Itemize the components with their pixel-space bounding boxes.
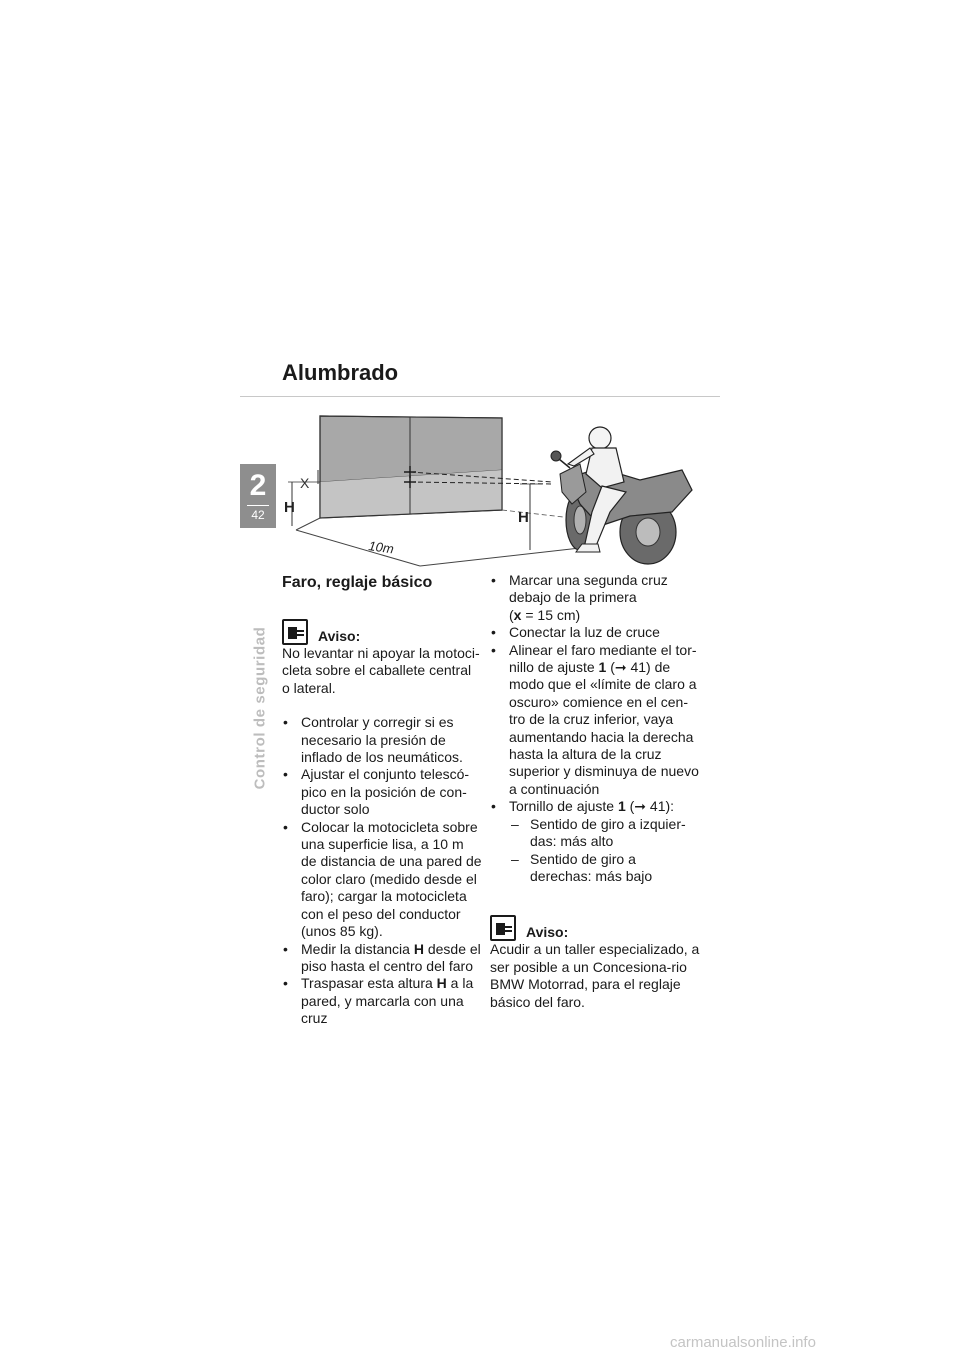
rear-wheel-hub — [636, 518, 660, 546]
list-item: • Alinear el faro mediante el tor-nillo de ajuste 1 (➞ 41) de modo que el «límite de claro a oscuro» comience en el cen-tro de la cruz inferior, vaya aumentando hacia la derecha hasta la altura de la cruz superior y disminuya de nuevo a continuación — [490, 642, 700, 799]
watermark: carmanualsonline.info — [670, 1334, 816, 1351]
list-item: • Marcar una segunda cruz debajo de la primera (x = 15 cm) — [490, 572, 700, 624]
procedure-list-continued — [490, 572, 700, 885]
sub-list-item: – Sentido de giro a izquier-das: más alto — [509, 816, 700, 851]
notice-title: Aviso: — [318, 628, 361, 644]
floor-dash — [502, 510, 572, 518]
subsection-heading: Faro, reglaje básico — [282, 574, 433, 591]
sub-list — [509, 816, 700, 886]
page-title: Alumbrado — [282, 360, 399, 385]
list-item: • Medir la distancia H desde el piso hasta el centro del faro — [282, 941, 482, 976]
rider-helmet — [589, 427, 611, 449]
distance-label: 10m — [367, 538, 395, 557]
list-item: • Tornillo de ajuste 1 (➞ 41): – Sentido de giro a izquier-das: más alto – Sentido de giro a derechas: más bajo — [490, 798, 700, 885]
label-h-left: H — [284, 499, 295, 516]
floor-line — [296, 530, 420, 566]
chapter-tab — [240, 464, 276, 528]
label-h-right: H — [518, 509, 529, 526]
chapter-divider — [247, 505, 269, 506]
front-wheel-hub — [574, 506, 586, 534]
notice-text: Acudir a un taller especializado, a ser posible a un Concesiona-rio BMW Motorrad, para el reglaje básico del faro. — [490, 941, 700, 1010]
notice-block — [282, 611, 482, 697]
floor-line-2 — [420, 548, 580, 566]
chapter-number: 2 — [249, 469, 267, 502]
side-label-text: Control de seguridad — [251, 626, 269, 790]
book-hand-icon — [490, 915, 516, 941]
side-label — [250, 626, 270, 790]
notice-block — [490, 907, 700, 1011]
list-item: • Controlar y corregir si es necesario la presión de inflado de los neumáticos. — [282, 714, 482, 766]
motorcycle-rider-illustration — [551, 427, 692, 564]
list-item: • Colocar la motocicleta sobre una superficie lisa, a 10 m de distancia de una pared de color claro (medido desde el faro); cargar la motocicleta con el peso del conductor (unos 85 kg). — [282, 819, 482, 941]
book-hand-icon — [282, 619, 308, 645]
list-item: • Ajustar el conjunto telescó-pico en la posición de con-ductor solo — [282, 766, 482, 818]
floor-line-3 — [296, 518, 320, 530]
list-item: • Traspasar esta altura H a la pared, y marcarla con una cruz — [282, 975, 482, 1027]
list-item: • Conectar la luz de cruce — [490, 624, 700, 641]
label-x: X — [300, 475, 310, 491]
notice-title: Aviso: — [526, 924, 569, 941]
sub-list-item: – Sentido de giro a derechas: más bajo — [509, 851, 700, 886]
procedure-list — [282, 714, 482, 1027]
left-column — [282, 570, 482, 1028]
right-column — [490, 572, 700, 1011]
headlight-alignment-figure — [280, 408, 720, 568]
title-divider — [240, 396, 720, 397]
notice-text: No levantar ni apoyar la motoci-cleta sobre el caballete central o lateral. — [282, 645, 480, 696]
page-number: 42 — [251, 508, 265, 522]
